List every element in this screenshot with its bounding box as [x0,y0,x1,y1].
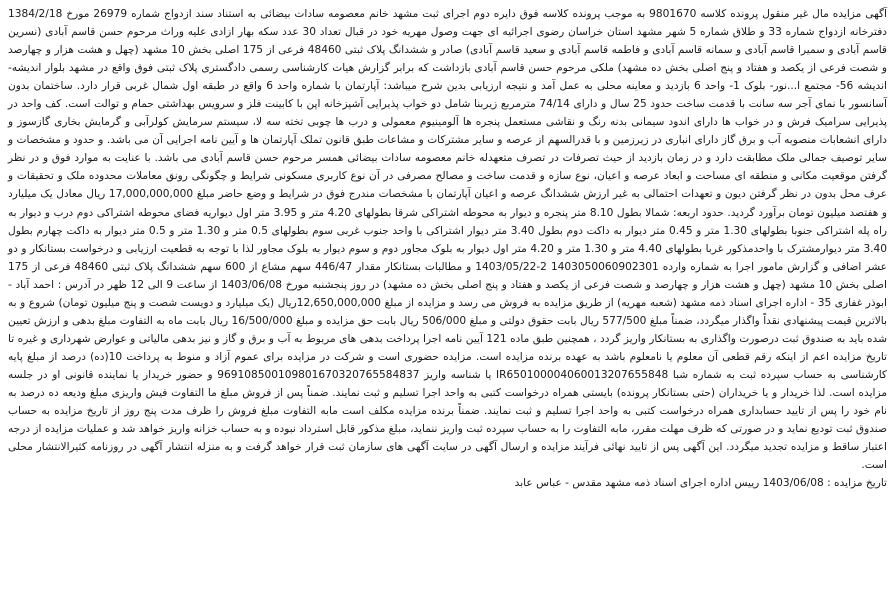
notice-body-text: آگهی مزایده مال غیر منقول پرونده کلاسه 9801670 به موجب پرونده کلاسه فوق دایره دوم اجرای ثبت مشهد خانم معصومه سادات بیضائی به استناد سند ازدواج شماره 26979 مورخ 1384/2/18 دفترخانه ازدواج شماره 33 و طلاق شماره 5 شهر مشهد استان خراسان رضوی اجرائیه ای جهت وصول مهریه خود در قبال تعداد 30 عدد سکه بهار ازادی علیه وراث مرحوم حسن قاسم آبادی (نسرین قاسم آبادی و سمیرا قاسم آبادی و سمانه قاسم آبادی و فاطمه قاسم آبادی و سعید قاسم آبادی) صادر و ششدانگ پلاک ثبتی 48460 فرعی از 175 اصلی بخش 10 مشهد (چهل و هشت هزار و چهارصد و شصت فرعی از یکصد و هفتاد و پنج اصلی بخش ده مشهد) ملکی مرحوم حسن قاسم آبادی بازداشت که برابر گزارش هیات کارشناسی رسمی دادگستری پلاک ثبتی فوق واقع در مشهد بلوار اندیشه- اندیشه 56- مجتمع ا...نور- بلوک 1- واحد 6 بازدید و معاینه محلی به عمل آمد و نتیجه ارزیابی بدین شرح میباشد: آپارتمان با شماره واحد 6 واقع در طبقه اول شمال غربی قرار دارد. ساختمان بدون آسانسور با نمای آجر سه سانت با قدمت ساخت حدود 25 سال و دارای 74/14 مترمربع زیربنا شامل دو خواب پذیرایی آشپزخانه اپن با کابینت فلز و سرویس بهداشتی حمام و توالت است. کف واحد در پذیرایی سرامیک فرش و در خواب ها دارای اندود سیمانی بدنه رنگ و نقاشی مستعمل پنجره ها آلومینیوم معمولی و درب ها چوبی تخته سه لا، سیستم سرمایش کولرآبی و گرمایش بخاری گازسوز و دارای انشعابات منصوبه آب و برق گاز دارای انباری در زیرزمین و با قدرالسهم از عرصه و سایر مشترکات و مشاعات طبق قانون تملک آپارتمان ها و آیین نامه اجرایی آن می باشد. و حدود و مشخصات و سایر توصیف جمالی ملک مطابقت دارد و در زمان بازدید از حیث تصرفات در تصرف متعهدله خانم معصومه سادات بیضائی همسر مرحوم حسن قاسم آبادی می باشد. با عنایت به موارد فوق و در نظر گرفتن موقعیت مکانی و منطقه ای مساحت و ابعاد عرصه و اعیان، نوع سازه و قدمت ساخت و مصالح مصرفی در آن نوع کاربری مسکونی شرایط و چگونگی رونق معاملات محدوده ملک و تحقیقات و عرف محل بدون در نظر گرفتن دیون و تعهدات احتمالی به غیر ارزش ششدانگ عرصه و اعیان آپارتمان با مشخصات مندرج فوق در شرایط و وضع حاضر مبلغ 17,000,000,000 ریال معادل یک میلیارد و هفتصد میلیون تومان برآورد گردید. حدود اربعه: شمالا بطول 8.10 متر پنجره و دیوار به محوطه اشتراکی شرقا بطولهای 4.20 متر و 3.95 متر اول دیواریه فضای محوطه اشتراکی دوم درب و دیوار به راه پله اشتراکی جنوبا بطولهای 1.30 متر و 0.45 متر دیوار به داکت دوم بطول 3.40 متر دیوار اشتراکی با واحد جنوب غربی سوم بطولهای 0.5 متر و 1.30 متر و 0.5 متر دیوار به داکت چهارم بطول 3.40 متر دیوارمشترک با واحدمذکور غربا بطولهای 4.40 متر و 1.30 متر و 4.20 متر اول دیوار به بلوک مجاور دوم و سوم دیوار به بلوک مجاور لذا با توجه به قطعیت ارزیابی و درخواست بستانکار و دو عشر اضافی و گزارش مامور اجرا به شماره وارده 1403050060902301 2-1403/05/22 و مطالبات بستانکار مقدار 446/47 سهم مشاع از 600 سهم ششدانگ پلاک ثبتی 48460 فرعی از 175 اصلی بخش 10 مشهد (چهل و هشت هزار و چهارصد و شصت فرعی از یکصد و هفتاد و پنج اصلی بخش ده مشهد) در روز پنجشنبه مورخ 1403/06/08 از ساعت 9 الی 12 ظهر در آدرس : احمد آباد - ابوذر غفاری 35 - اداره اجرای اسناد ذمه مشهد (شعبه مهریه) از طریق مزایده به فروش می رسد و مزایده از مبلغ 12,650,000,000ریال (یک میلیارد و دویست شصت و پنج میلیون تومان) شروع و به بالاترین قیمت پیشنهادی نقداً واگذار میگردد، ضمناً مبلغ 577/500 ریال بابت حقوق دولتی و مبلغ 506/000 ریال بابت حق مزایده و مبلغ 16/500/000 ریال بابت ماه به التفاوت مبلغ بدهی و ارزش تعیین شده باید به صندوق ثبت درصورت واگذاری به بستانکار واریز گردد ، همچنین طبق ماده 121 آیین نامه اجرا پرداخت بدهی های مربوط به آب و برق و گاز و نیز بدهی مالیاتی و عوارض شهرداری و غیره تا تاریخ مزایده اعم از اینکه رقم قطعی آن معلوم یا نامعلوم باشد به عهده برنده مزایده است. مزایده حضوری است و شرکت در مزایده برای عموم آزاد و منوط به پرداخت 10(ده) درصد از مبلغ پایه کارشناسی به حساب سپرده ثبت به شماره شبا IR650100004060013207655848 یا شناسه واریز 969108500109801670320765584837 و حضور خریدار یا نماینده قانونی او در جلسه مزایده است. لذا خریدار و یا خریداران (حتی بستانکار پرونده) بایستی همراه درخواست کتبی به واحد اجرا تسلیم و ثبت نمایند. ضمناً پس از فروش مبلغ ما التفاوت فیش واریزی مبلغ ودیعه ده درصد به نام خود را پس از تایید حسابداری همراه درخواست کتبی به واحد اجرا تسلیم و ثبت نمایند. ضمناً برنده مزایده مکلف است مابه التفاوت مبلغ فروش را ظرف مدت پنج روز از تاریخ مزایده به حساب صندوق ثبت تودیع نماید و در صورتی که ظرف مهلت مقرر، مابه التفاوت را به حساب سپرده ثبت واریز ننماید، مبلغ مذکور قابل استرداد نبوده و به حساب خزانه واریز خواهد شد و عملیات مزایده از درجه اعتبار ساقط و مزایده تجدید میگردد. این آگهی پس از تایید نهائی فرآیند مزایده و ارسال آگهی در سایت آگهی های سازمان ثبت قرار خواهد گرفت و به منزله انتشار آگهی در روزنامه کثیرالانتشار محلی است. [8,8,888,472]
notice-date-signature: تاریخ مزایده : 1403/06/08 رییس اداره اجرای اسناد ذمه مشهد مقدس - عباس عابد [514,477,887,490]
